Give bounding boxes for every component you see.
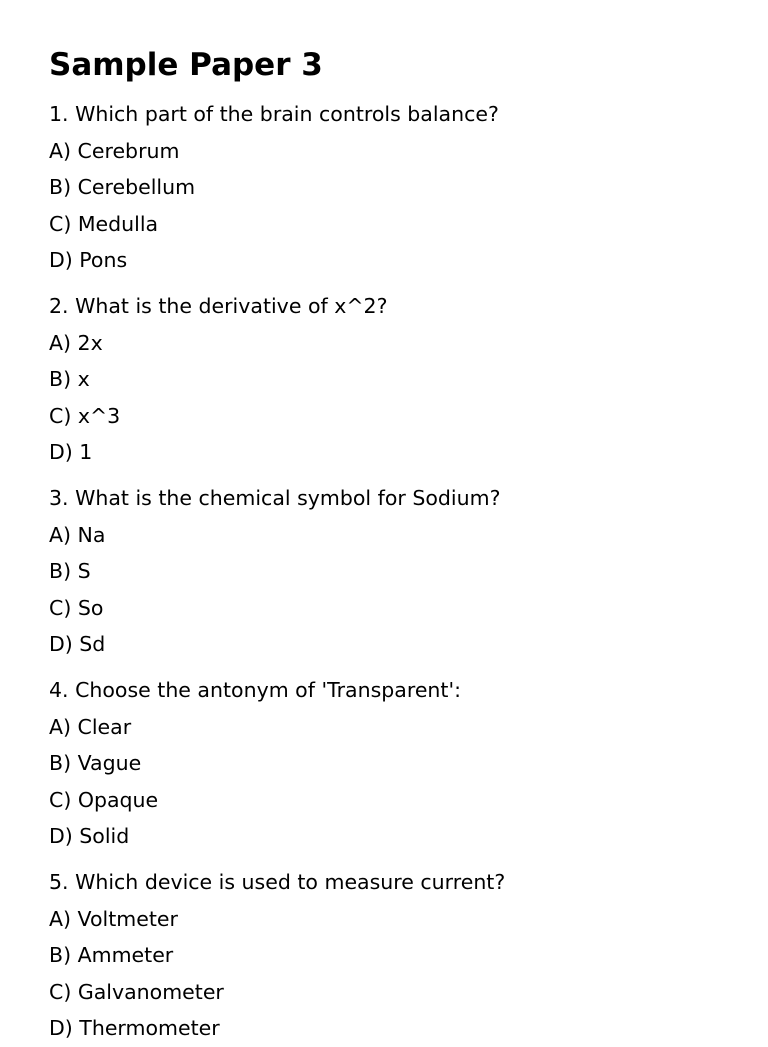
option-b: B) x (49, 367, 90, 391)
option-d: D) Solid (49, 824, 130, 848)
question-4 (49, 672, 768, 855)
option-a: A) Na (49, 522, 106, 547)
question-1 (49, 96, 768, 279)
option-d: D) Thermometer (49, 1016, 220, 1040)
option-a: A) Clear (49, 714, 132, 739)
question-text: 3. What is the chemical symbol for Sodium? (49, 486, 501, 510)
page-title: Sample Paper 3 (49, 47, 323, 83)
option-c: C) x^3 (49, 403, 121, 428)
option-a: A) Voltmeter (49, 906, 178, 931)
option-d: D) 1 (49, 440, 93, 464)
option-a: A) Cerebrum (49, 138, 180, 163)
question-2 (49, 288, 768, 471)
question-text: 5. Which device is used to measure current? (49, 870, 506, 894)
option-c: C) Opaque (49, 787, 159, 812)
option-c: C) So (49, 595, 104, 620)
option-b: B) S (49, 559, 91, 583)
question-text: 2. What is the derivative of x^2? (49, 294, 388, 318)
option-b: B) Vague (49, 751, 142, 775)
question-text: 4. Choose the antonym of 'Transparent': (49, 678, 462, 702)
question-list (49, 96, 768, 1047)
option-a: A) 2x (49, 330, 103, 355)
option-d: D) Pons (49, 248, 128, 272)
option-c: C) Galvanometer (49, 979, 224, 1004)
question-3 (49, 480, 768, 663)
option-b: B) Cerebellum (49, 175, 196, 199)
option-b: B) Ammeter (49, 943, 174, 967)
sample-paper-page (49, 43, 768, 1047)
option-c: C) Medulla (49, 211, 159, 236)
question-5 (49, 864, 768, 1047)
question-text: 1. Which part of the brain controls balance? (49, 102, 499, 126)
option-d: D) Sd (49, 632, 106, 656)
